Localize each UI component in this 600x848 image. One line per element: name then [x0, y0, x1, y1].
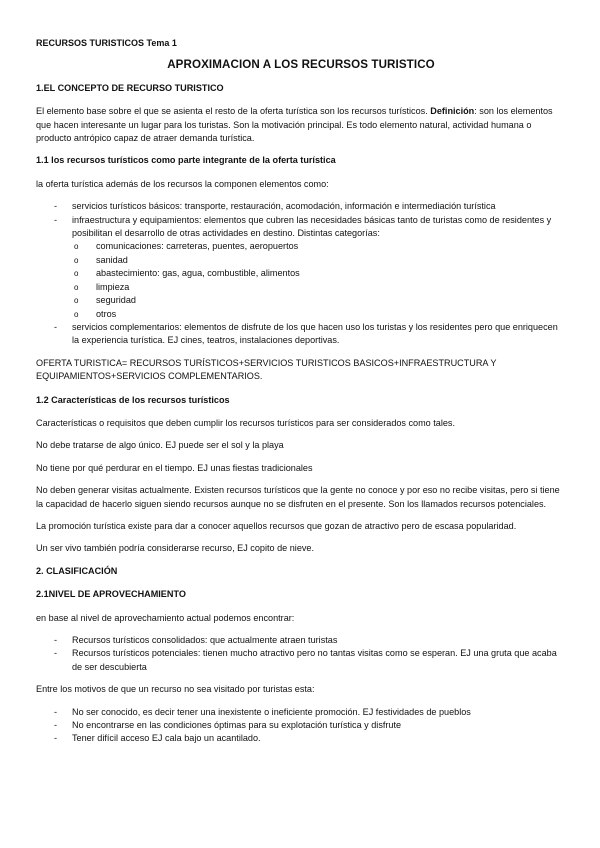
- list-item: - No encontrarse en las condiciones óptimas para su explotación turística y disfrute: [54, 720, 402, 731]
- list-item: - servicios complementarios: elementos de disfrute de los que hacen uso los turistas y los residentes pero que enriquecen la experiencia turística. EJ cines, teatros, instalaciones deportivas.: [54, 321, 558, 346]
- sub-list-item: o abastecimiento: gas, agua, combustible, alimentos: [74, 268, 300, 279]
- list-item: - infraestructura y equipamientos: elementos que cubren las necesidades básicas tanto de turistas como de residentes y posibilitan el desarrollo de otras actividades en destino. Distintas categorías: o comunicaciones: carreteras, puentes, aeropuertos o sanidad o abastecimiento: gas, agua, combustible, alimentos o limpieza o seguridad o otros: [36, 214, 566, 321]
- document-title: APROXIMACION A LOS RECURSOS TURISTICO: [167, 58, 435, 72]
- sub-list-item: o limpieza: [74, 281, 130, 292]
- characteristics-para: No deben generar visitas actualmente. Existen recursos turísticos que la gente no conoce y por eso no recibe visitas, pero si tiene la capacidad de hacerlo siguen siendo recursos aunque no se disfruten en el presente. Son los llamados recursos potenciales.: [36, 485, 560, 509]
- motives-intro: Entre los motivos de que un recurso no sea visitado por turistas esta:: [36, 684, 315, 695]
- section-1-2-heading: 1.2 Características de los recursos turísticos: [36, 394, 230, 405]
- list-item: - servicios turísticos básicos: transporte, restauración, acomodación, información e intermediación turística: [54, 201, 496, 212]
- characteristics-para: La promoción turística existe para dar a conocer aquellos recursos que gozan de atractivo pero de escasa popularidad.: [36, 520, 517, 531]
- section-1-intro: El elemento base sobre el que se asienta el resto de la oferta turística son los recursos turísticos. Definición: son los elementos que hacen interesante un lugar para los turistas. Son la motivación principal. Es todo elemento natural, actividad humana o producto antrópico capaz de atraer demanda turística.: [36, 106, 553, 144]
- list-item: - Recursos turísticos consolidados: que actualmente atraen turistas: [54, 635, 338, 645]
- characteristics-para: Características o requisitos que deben cumplir los recursos turísticos para ser considerados como tales.: [36, 417, 456, 428]
- exploitation-level-list: [36, 634, 566, 674]
- definition-label: Definición: [430, 106, 475, 117]
- document-header: RECURSOS TURISTICOS Tema 1: [36, 38, 177, 48]
- section-1-1-heading: 1.1 los recursos turísticos como parte integrante de la oferta turística: [36, 155, 336, 166]
- offer-formula: OFERTA TURISTICA= RECURSOS TURÍSTICOS+SERVICIOS TURISTICOS BASICOS+INFRAESTRUCTURA Y EQUIPAMIENTOS+SERVICIOS COMPLEMENTARIOS.: [36, 357, 497, 382]
- section-2-heading: 2. CLASIFICACIÓN: [36, 565, 118, 576]
- list-item: - Tener difícil acceso EJ cala bajo un acantilado.: [54, 733, 261, 744]
- characteristics-para: No tiene por qué perdurar en el tiempo. EJ unas fiestas tradicionales: [36, 462, 313, 473]
- section-2-1-intro: en base al nivel de aprovechamiento actual podemos encontrar:: [36, 612, 295, 623]
- motives-list: [36, 706, 566, 746]
- sub-list-item: o seguridad: [74, 295, 136, 306]
- section-2-1-heading: 2.1NIVEL DE APROVECHAMIENTO: [36, 589, 186, 600]
- section-1-heading: 1.EL CONCEPTO DE RECURSO TURISTICO: [36, 82, 224, 93]
- sub-list-item: o otros: [74, 308, 117, 319]
- characteristics-para: Un ser vivo también podría considerarse recurso, EJ copito de nieve.: [36, 543, 315, 554]
- sub-list-item: o sanidad: [74, 254, 128, 265]
- sub-list-item: o comunicaciones: carreteras, puentes, aeropuertos: [74, 241, 299, 252]
- list-item: - No ser conocido, es decir tener una inexistente o ineficiente promoción. EJ festividades de pueblos: [54, 706, 471, 717]
- section-1-1-intro: la oferta turística además de los recursos la componen elementos como:: [36, 178, 329, 189]
- infrastructure-categories-list: [36, 240, 566, 320]
- list-item: - Recursos turísticos potenciales: tienen mucho atractivo pero no tantas visitas como se esperan. EJ una gruta que acaba de ser descubierta: [54, 648, 557, 672]
- offer-elements-list: [36, 200, 566, 347]
- characteristics-para: No debe tratarse de algo único. EJ puede ser el sol y la playa: [36, 440, 284, 451]
